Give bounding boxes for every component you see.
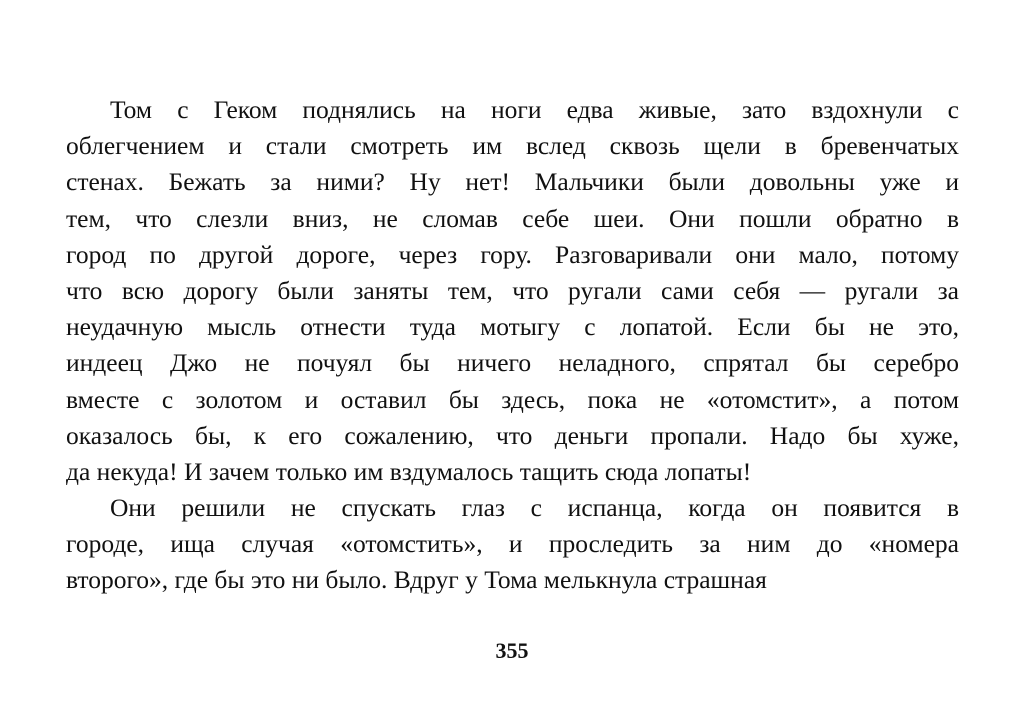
text-line: что всю дорогу были заняты тем, что ругали сами себя — ругали за [66,275,959,305]
text-line: тем, что слезли вниз, не сломав себе шеи. Они пошли обратно в [66,203,959,233]
text-line: индеец Джо не почуял бы ничего неладного, спрятал бы серебро [66,348,959,378]
text-line: Том с Геком поднялись на ноги едва живые, зато вздохнули с [110,95,959,124]
text-line: да некуда! И зачем только им вздумалось тащить сюда лопаты! [66,456,752,486]
text-line: облегчением и стали смотреть им вслед сквозь щели в бревенчатых [66,131,959,161]
text-line: второго», где бы это ни было. Вдруг у Тома мелькнула страшная [66,565,767,595]
text-line: вместе с золотом и оставил бы здесь, пока не «отомстит», а потом [66,384,959,414]
text-line: Они решили не спускать глаз с испанца, когда он появится в [110,493,959,523]
text-line: стенах. Бежать за ними? Ну нет! Мальчики были довольны уже и [66,167,959,197]
text-line: оказалось бы, к его сожалению, что деньги пропали. Надо бы хуже, [66,420,959,450]
text-line: неудачную мысль отнести туда мотыгу с лопатой. Если бы не это, [66,312,959,342]
page-number: 355 [495,638,529,663]
text-line: город по другой дороге, через гору. Разговаривали они мало, потому [66,239,959,269]
text-line: городе, ища случая «отомстить», и проследить за ним до «номера [66,529,959,559]
body-text [66,92,959,599]
